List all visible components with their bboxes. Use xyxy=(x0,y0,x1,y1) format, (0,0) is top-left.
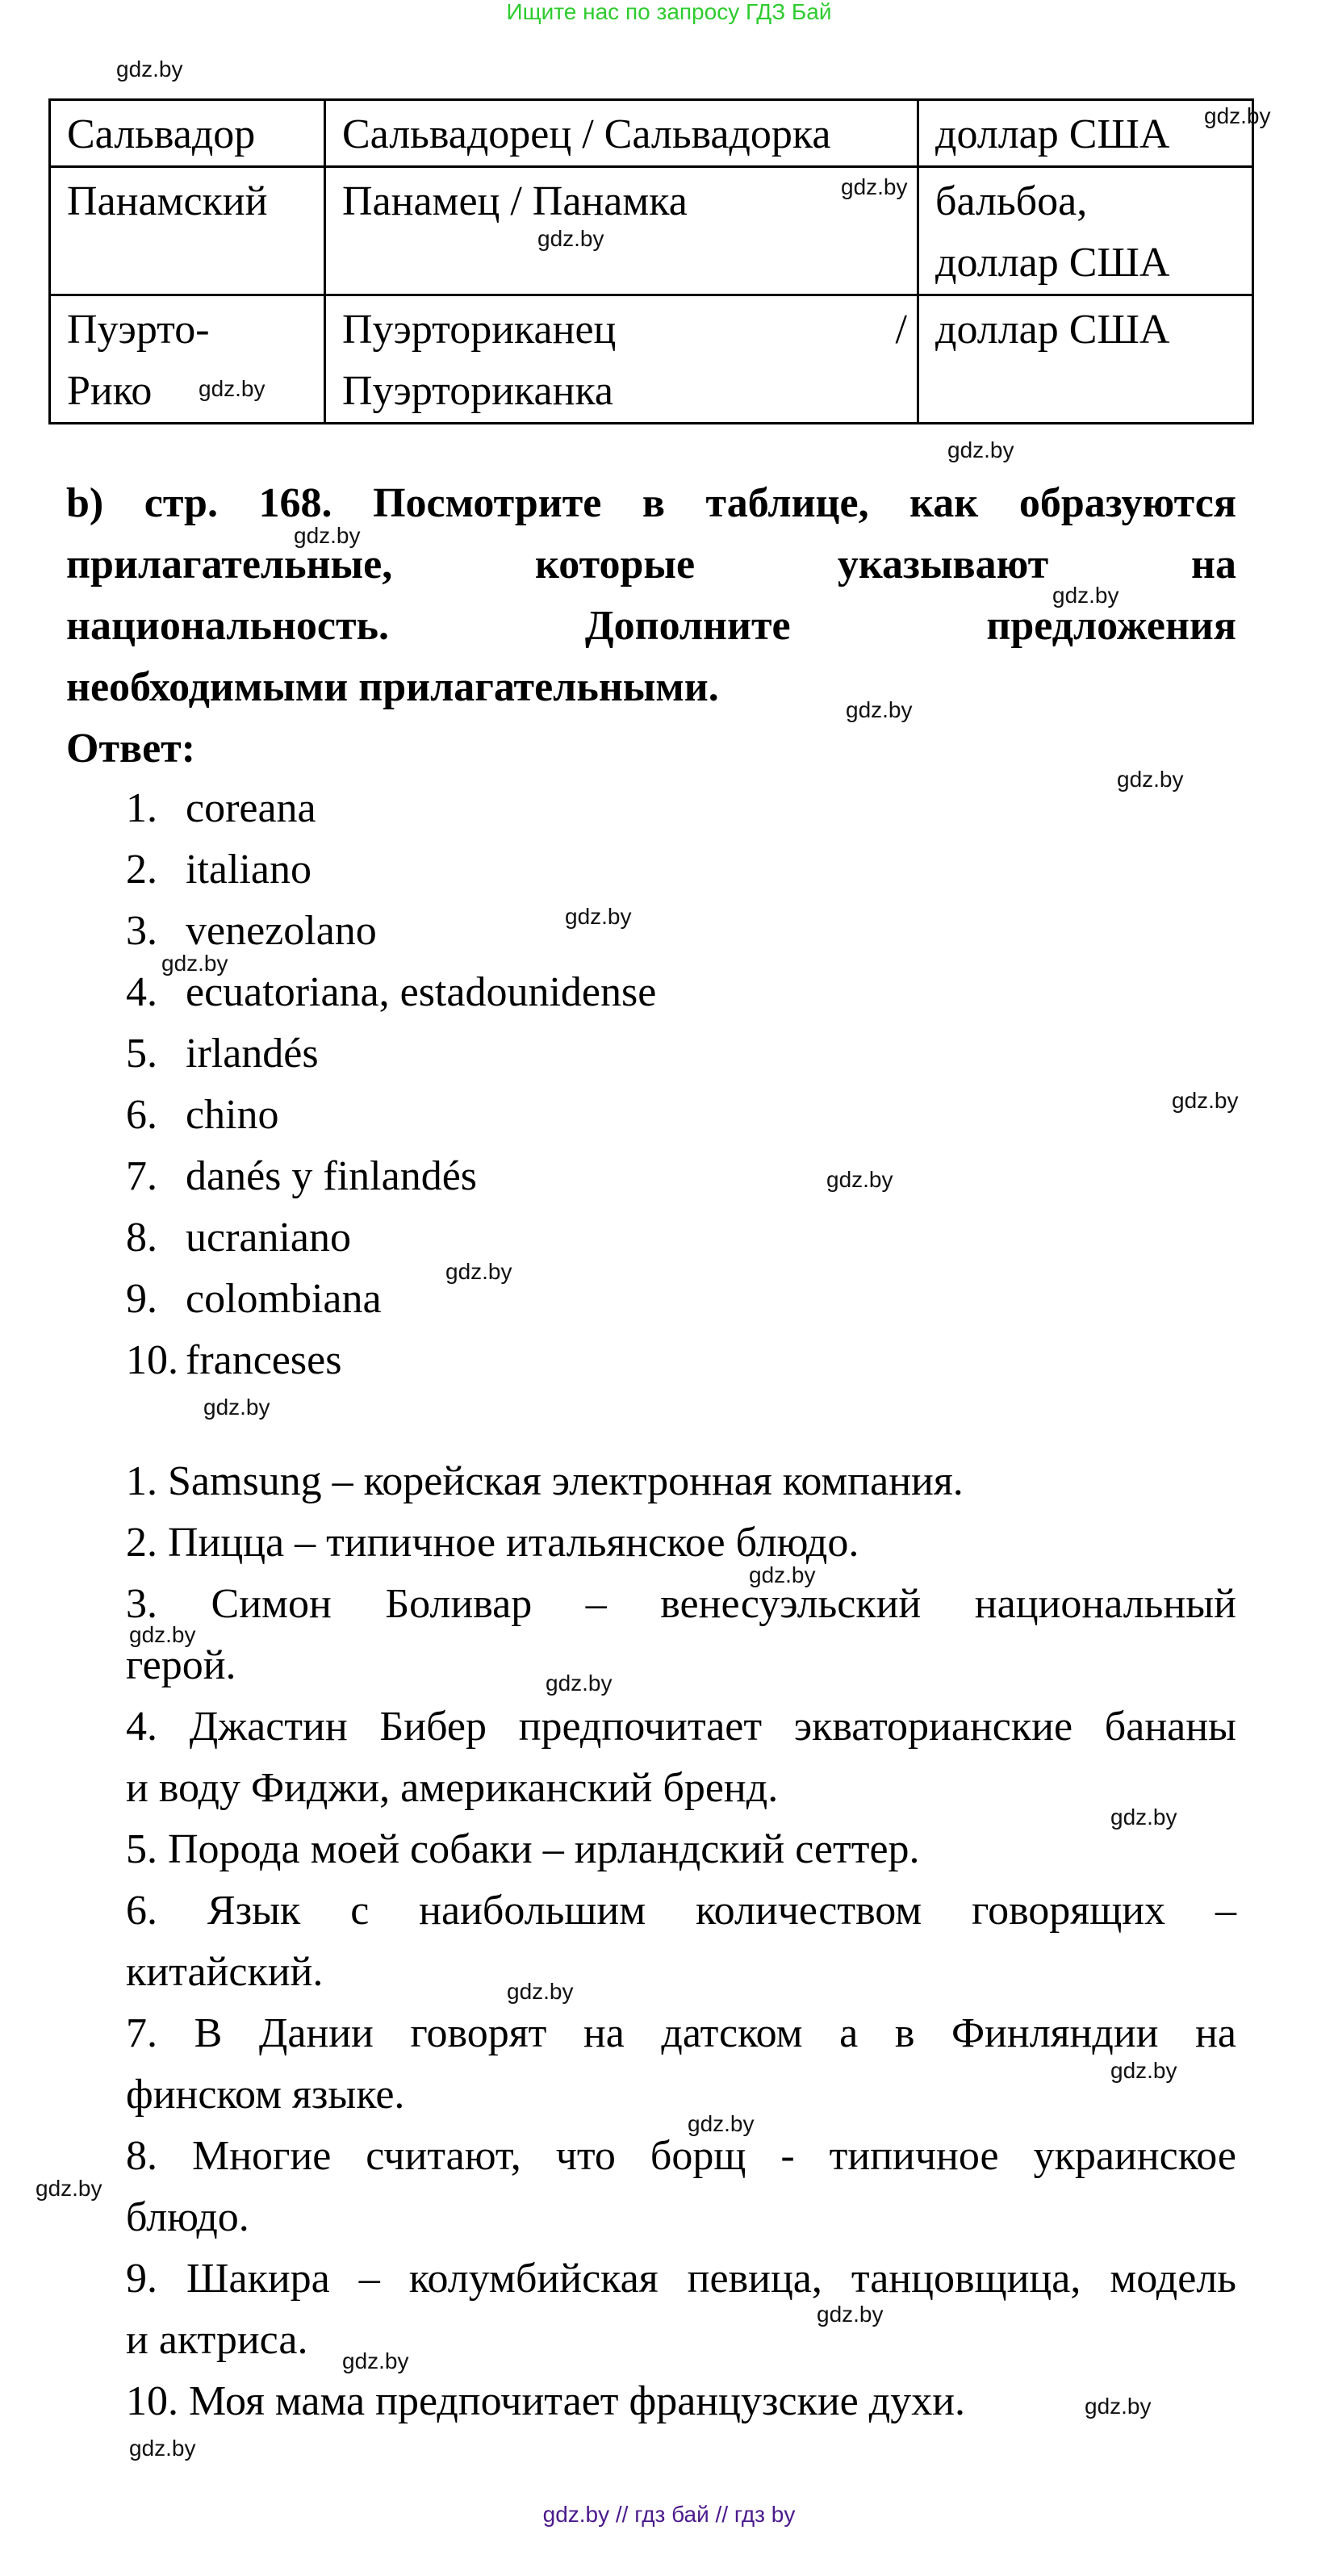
answer-number: 7. xyxy=(126,1153,157,1199)
task-heading-line: национальность. Дополните предложения xyxy=(66,603,1236,649)
table-row xyxy=(50,295,1253,424)
watermark-text: gdz.by xyxy=(507,1979,574,2004)
answer-number: 3. xyxy=(126,908,157,954)
watermark-text: gdz.by xyxy=(688,2111,755,2136)
answer-number: 10. xyxy=(126,1337,178,1383)
table-row xyxy=(50,167,1253,295)
sentence-line: 4. Джастин Бибер предпочитает экваторианские бананы xyxy=(126,1704,1236,1750)
watermark-text: gdz.by xyxy=(294,523,361,548)
sentence-line: и воду Фиджи, американский бренд. xyxy=(126,1765,779,1811)
watermark-text: gdz.by xyxy=(841,174,908,199)
watermark-text: gdz.by xyxy=(817,2302,884,2327)
nationality-text: Пуэрториканец xyxy=(342,307,617,353)
watermark-text: gdz.by xyxy=(1110,2058,1177,2083)
watermark-text: gdz.by xyxy=(342,2348,409,2373)
watermark-text: gdz.by xyxy=(1117,767,1184,792)
sentence-line: 5. Порода моей собаки – ирландский сеттер. xyxy=(126,1826,920,1872)
table-cell-country: Сальвадор xyxy=(50,100,325,167)
watermark-text: gdz.by xyxy=(846,697,913,722)
answer-text: ucraniano xyxy=(186,1215,352,1261)
answer-text: irlandés xyxy=(186,1031,319,1077)
answer-number: 6. xyxy=(126,1092,157,1138)
table-cell-currency xyxy=(918,167,1253,295)
watermark-text: gdz.by xyxy=(749,1562,816,1587)
sentence-line: 1. Samsung – корейская электронная компания. xyxy=(126,1458,964,1504)
task-heading-line: прилагательные, которые указывают на xyxy=(66,542,1236,588)
answer-number: 1. xyxy=(126,785,157,831)
answer-number: 2. xyxy=(126,847,157,893)
answer-label: Ответ: xyxy=(66,726,196,772)
answer-number: 9. xyxy=(126,1276,157,1322)
answer-text: danés y finlandés xyxy=(186,1153,478,1199)
sentence-line: 6. Язык с наибольшим количеством говорящих – xyxy=(126,1888,1236,1934)
watermark-text: gdz.by xyxy=(199,376,266,401)
watermark-text: gdz.by xyxy=(546,1671,613,1696)
watermark-text: gdz.by xyxy=(1204,103,1271,128)
sentence-line: китайский. xyxy=(126,1949,324,1995)
answer-text: chino xyxy=(186,1092,279,1138)
watermark-text: gdz.by xyxy=(826,1167,893,1192)
watermark-text: gdz.by xyxy=(1085,2394,1152,2419)
sentence-line: 8. Многие считают, что борщ - типичное украинское xyxy=(126,2133,1236,2179)
watermark-text: gdz.by xyxy=(947,437,1014,462)
sentence-line: 2. Пицца – типичное итальянское блюдо. xyxy=(126,1520,859,1566)
watermark-text: gdz.by xyxy=(445,1259,512,1284)
sentence-line: 10. Моя мама предпочитает французские духи. xyxy=(126,2378,966,2424)
answer-number: 5. xyxy=(126,1031,157,1077)
watermark-text: gdz.by xyxy=(537,226,604,251)
currency-line: бальбоа, xyxy=(935,178,1088,224)
watermark-text: gdz.by xyxy=(161,951,228,976)
sentence-line: и актриса. xyxy=(126,2317,308,2363)
table-cell-nationality: Сальвадорец / Сальвадорка xyxy=(325,100,918,167)
watermark-text: gdz.by xyxy=(116,56,183,82)
table-row xyxy=(50,100,1253,167)
watermark-text: gdz.by xyxy=(36,2176,102,2201)
country-line: Пуэрто- xyxy=(67,307,210,353)
watermark-text: gdz.by xyxy=(1052,583,1119,608)
sentence-line: блюдо. xyxy=(126,2194,249,2240)
answer-text: colombiana xyxy=(186,1276,382,1322)
answer-text: venezolano xyxy=(186,908,377,954)
answer-text: italiano xyxy=(186,847,312,893)
nationality-line xyxy=(342,299,907,361)
table-cell-country: Панамский xyxy=(50,167,325,295)
watermark-text: gdz.by xyxy=(1110,1804,1177,1830)
nationality-line: Пуэрториканка xyxy=(342,368,613,414)
sentence-line: 9. Шакира – колумбийская певица, танцовщица, модель xyxy=(126,2256,1236,2302)
answer-text: franceses xyxy=(186,1337,342,1383)
currency-line: доллар США xyxy=(935,240,1170,286)
watermark-text: gdz.by xyxy=(1172,1088,1239,1113)
answer-text: coreana xyxy=(186,785,316,831)
sentence-line: герой. xyxy=(126,1642,236,1688)
answer-number: 4. xyxy=(126,969,157,1015)
top-banner-link[interactable]: Ищите нас по запросу ГДЗ Бай xyxy=(506,0,832,24)
table-cell-currency: доллар США xyxy=(918,295,1253,424)
answer-text: ecuatoriana, estadounidense xyxy=(186,969,657,1015)
watermark-text: gdz.by xyxy=(565,904,632,929)
watermark-text: gdz.by xyxy=(203,1395,270,1420)
sentence-line: финском языке. xyxy=(126,2072,405,2118)
sentence-line: 7. В Дании говорят на датском а в Финляндии на xyxy=(126,2010,1236,2056)
table-cell-nationality: Панамец / Панамка xyxy=(325,167,918,295)
task-heading-line: b) стр. 168. Посмотрите в таблице, как образуются xyxy=(66,480,1236,526)
task-heading-line: необходимыми прилагательными. xyxy=(66,664,719,710)
footer-links[interactable]: gdz.by // гдз бай // гдз by xyxy=(542,2502,796,2527)
table-cell-nationality xyxy=(325,295,918,424)
table-cell-country xyxy=(50,295,325,424)
table-cell-currency: доллар США xyxy=(918,100,1253,167)
watermark-text: gdz.by xyxy=(129,2436,196,2461)
nationality-slash: / xyxy=(895,307,907,353)
country-line: Рико xyxy=(67,368,153,414)
watermark-text: gdz.by xyxy=(129,1622,196,1647)
answer-number: 8. xyxy=(126,1215,157,1261)
sentence-line: 3. Симон Боливар – венесуэльский национальный xyxy=(126,1581,1236,1627)
